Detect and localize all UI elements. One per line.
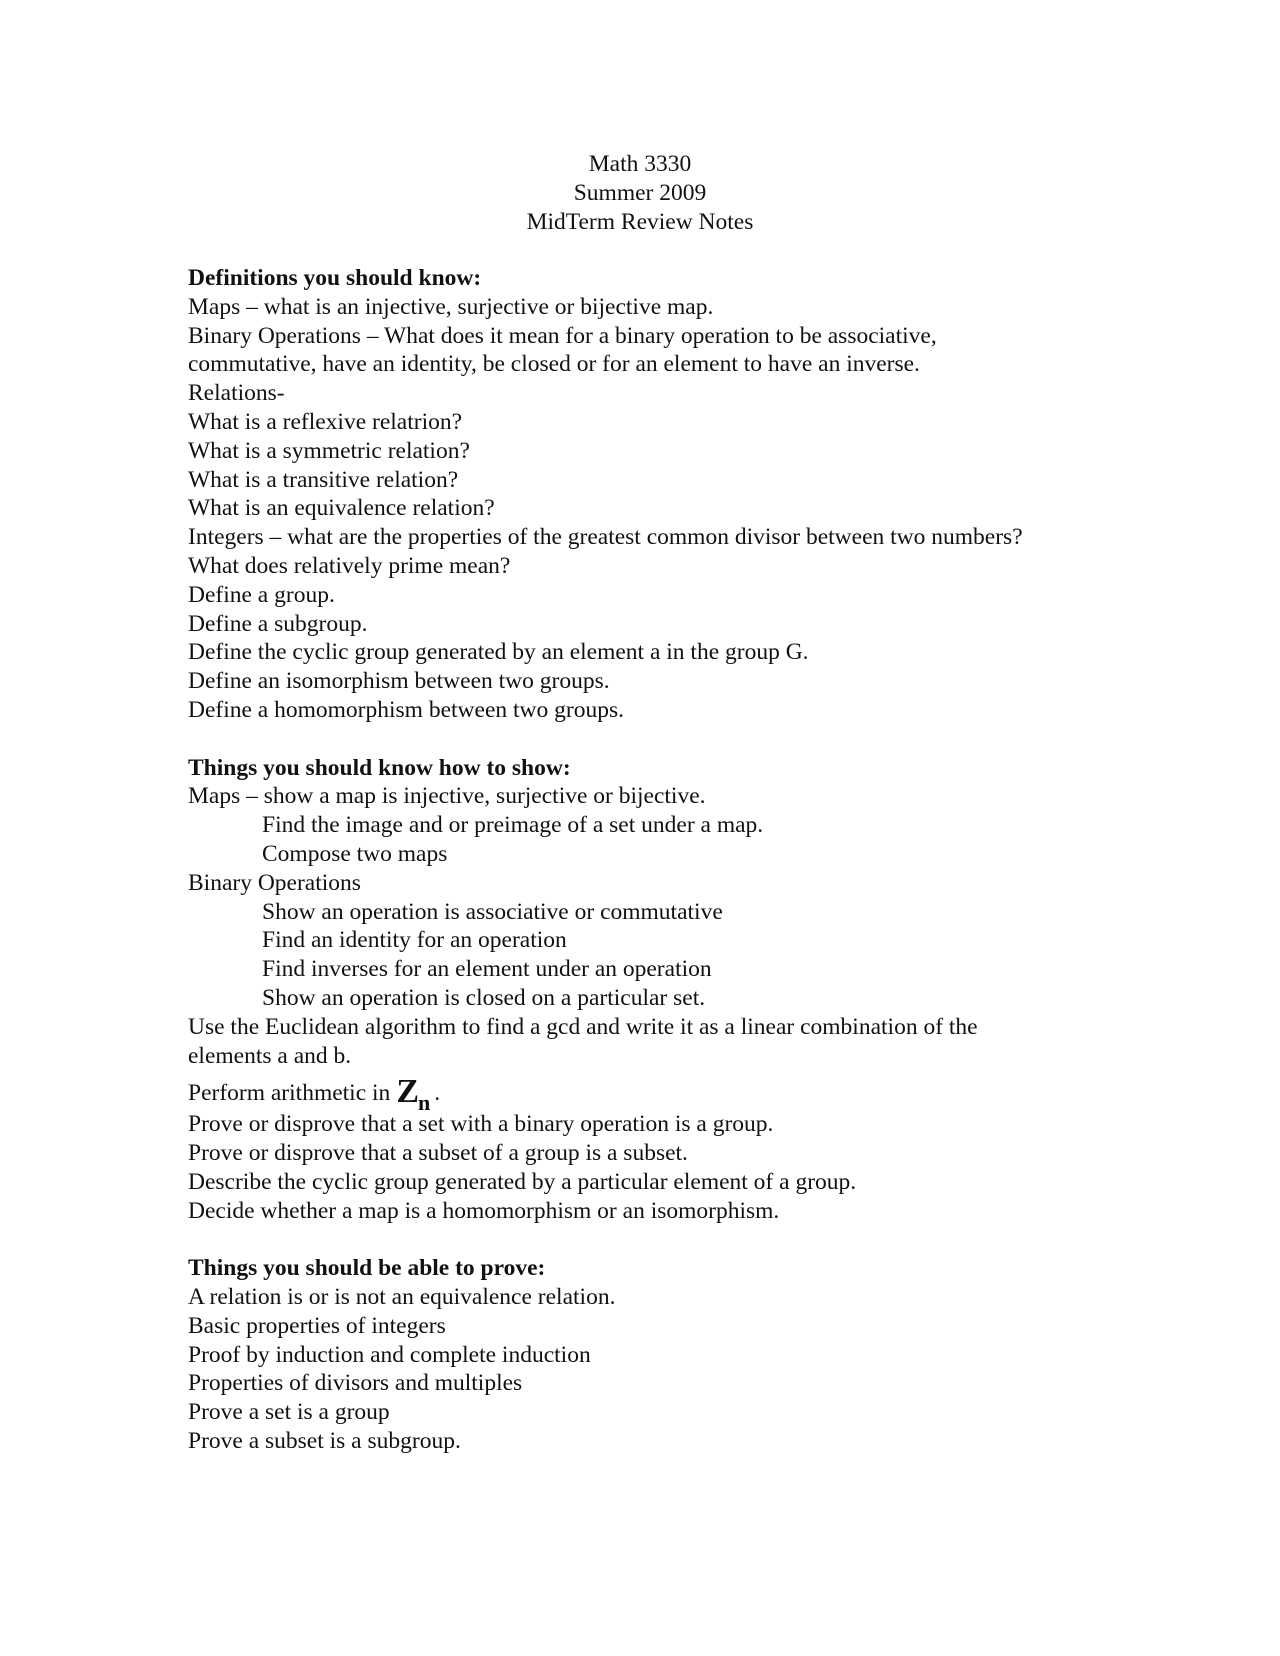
definition-line: commutative, have an identity, be closed or for an element to have an inverse. xyxy=(188,351,920,378)
definition-line: Define an isomorphism between two groups. xyxy=(188,668,610,695)
definition-line: Define a group. xyxy=(188,581,335,608)
show-subline: Find the image and or preimage of a set under a map. xyxy=(262,812,764,839)
integers-mod-n-subscript: n xyxy=(418,1090,431,1116)
definition-line: What does relatively prime mean? xyxy=(188,552,511,579)
section-heading-show: Things you should know how to show: xyxy=(188,754,571,781)
show-subline: Show an operation is associative or commutative xyxy=(262,898,723,925)
show-line: Prove or disprove that a set with a binary operation is a group. xyxy=(188,1111,774,1138)
definition-line: Maps – what is an injective, surjective or bijective map. xyxy=(188,293,714,320)
section-heading-prove: Things you should be able to prove: xyxy=(188,1255,546,1282)
show-subline: Find an identity for an operation xyxy=(262,927,567,954)
definition-line: Integers – what are the properties of the greatest common divisor between two numbers? xyxy=(188,524,1023,551)
prove-line: Prove a set is a group xyxy=(188,1399,390,1426)
definition-line: What is a reflexive relatrion? xyxy=(188,408,463,435)
show-subline: Compose two maps xyxy=(262,840,448,867)
prove-line: Basic properties of integers xyxy=(188,1312,446,1339)
section-heading-definitions: Definitions you should know: xyxy=(188,265,482,291)
definition-line: What is a transitive relation? xyxy=(188,466,459,493)
show-line-binary-operations: Binary Operations xyxy=(188,869,361,896)
show-line: Prove or disprove that a subset of a group is a subset. xyxy=(188,1140,688,1167)
definition-line: What is a symmetric relation? xyxy=(188,437,470,464)
definition-line: What is an equivalence relation? xyxy=(188,495,495,522)
document-header xyxy=(0,150,1280,237)
prove-line: Prove a subset is a subgroup. xyxy=(188,1428,461,1455)
show-line-euclid-cont: elements a and b. xyxy=(188,1042,352,1069)
show-line-euclid: Use the Euclidean algorithm to find a gcd and write it as a linear combination of the xyxy=(188,1013,978,1040)
arithmetic-period: . xyxy=(434,1080,441,1107)
definition-line: Define the cyclic group generated by an element a in the group G. xyxy=(188,639,809,666)
arithmetic-text: Perform arithmetic in xyxy=(188,1080,391,1107)
prove-line: A relation is or is not an equivalence relation. xyxy=(188,1284,616,1311)
show-line-maps: Maps – show a map is injective, surjective or bijective. xyxy=(188,783,706,810)
prove-line: Properties of divisors and multiples xyxy=(188,1370,523,1397)
document-body xyxy=(188,264,1148,1456)
definition-line: Define a subgroup. xyxy=(188,610,368,637)
definition-line: Define a homomorphism between two groups. xyxy=(188,696,624,723)
definition-line: Relations- xyxy=(188,380,285,407)
show-subline: Show an operation is closed on a particular set. xyxy=(262,984,706,1011)
course-title: Math 3330 xyxy=(588,151,692,177)
term-title: Summer 2009 xyxy=(573,180,707,206)
integers-mod-n-symbol: Z xyxy=(396,1073,419,1111)
prove-line: Proof by induction and complete induction xyxy=(188,1341,591,1368)
show-line: Decide whether a map is a homomorphism or an isomorphism. xyxy=(188,1197,780,1224)
definition-line: Binary Operations – What does it mean for a binary operation to be associative, xyxy=(188,322,937,349)
section-spacer xyxy=(188,725,1148,754)
document-title: MidTerm Review Notes xyxy=(526,209,754,235)
section-spacer xyxy=(188,1226,1148,1255)
show-subline: Find inverses for an element under an operation xyxy=(262,956,712,983)
show-line: Describe the cyclic group generated by a particular element of a group. xyxy=(188,1168,857,1195)
show-line-arithmetic xyxy=(188,1070,1148,1116)
